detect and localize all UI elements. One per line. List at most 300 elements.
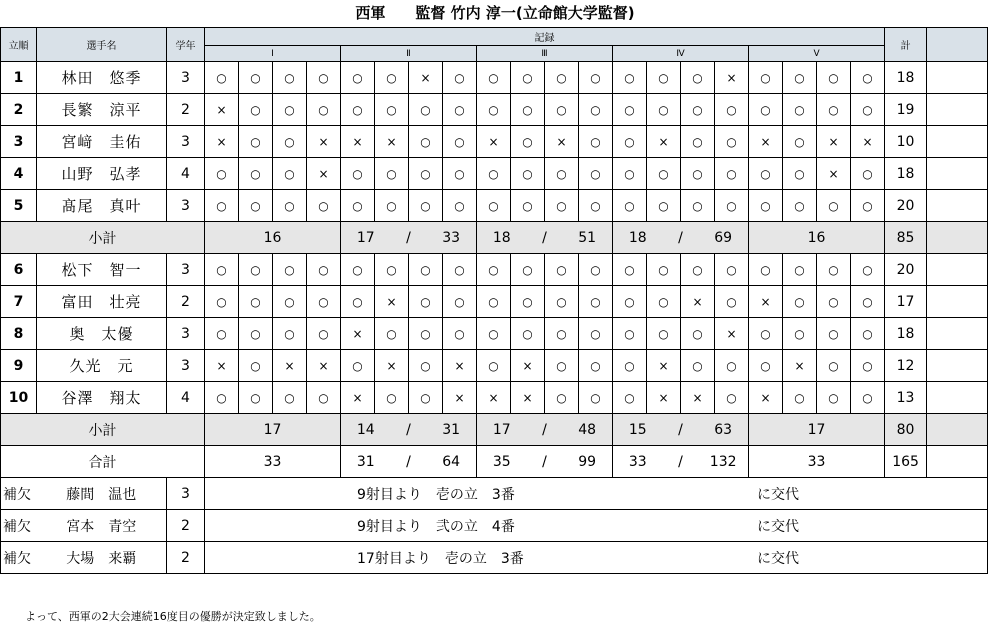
shot-mark: ○ bbox=[613, 318, 647, 350]
player-order: 3 bbox=[1, 126, 37, 158]
slash-separator: / bbox=[406, 453, 411, 470]
round1-score: 17 bbox=[205, 414, 341, 446]
shot-mark: ○ bbox=[205, 254, 239, 286]
shot-mark: × bbox=[511, 382, 545, 414]
shot-mark: ○ bbox=[851, 382, 885, 414]
grand-total-row bbox=[1, 446, 988, 478]
shot-mark: ○ bbox=[239, 350, 273, 382]
cumulative-pair bbox=[613, 422, 748, 438]
shot-mark: ○ bbox=[477, 350, 511, 382]
shot-mark: ○ bbox=[239, 254, 273, 286]
round-cumulative bbox=[613, 414, 749, 446]
shot-mark: ○ bbox=[443, 190, 477, 222]
round1-score: 33 bbox=[205, 446, 341, 478]
shot-mark: × bbox=[817, 158, 851, 190]
round-score: 33 bbox=[628, 453, 647, 470]
player-total: 17 bbox=[885, 286, 927, 318]
shot-mark: ○ bbox=[647, 190, 681, 222]
shot-mark: × bbox=[205, 126, 239, 158]
round-score: 15 bbox=[628, 421, 647, 438]
shot-mark: ○ bbox=[239, 126, 273, 158]
shot-mark: ○ bbox=[681, 62, 715, 94]
slash-separator: / bbox=[542, 453, 547, 470]
shot-mark: ○ bbox=[749, 190, 783, 222]
shot-mark: ○ bbox=[409, 350, 443, 382]
slash-separator: / bbox=[542, 421, 547, 438]
shot-mark: ○ bbox=[477, 318, 511, 350]
header-round: Ⅴ bbox=[749, 46, 885, 62]
shot-mark: ○ bbox=[817, 190, 851, 222]
shot-mark: ○ bbox=[307, 62, 341, 94]
shot-mark: × bbox=[647, 350, 681, 382]
shot-mark: ○ bbox=[239, 382, 273, 414]
substitution-detail bbox=[205, 542, 988, 574]
shot-mark: ○ bbox=[851, 158, 885, 190]
shot-mark: ○ bbox=[239, 62, 273, 94]
player-name: 奥 太優 bbox=[37, 318, 167, 350]
shot-mark: ○ bbox=[851, 254, 885, 286]
player-row bbox=[1, 254, 988, 286]
shot-mark: ○ bbox=[375, 94, 409, 126]
shot-mark: ○ bbox=[681, 190, 715, 222]
shot-mark: × bbox=[715, 318, 749, 350]
shot-mark: ○ bbox=[341, 254, 375, 286]
row-blank bbox=[927, 94, 988, 126]
player-grade: 3 bbox=[167, 318, 205, 350]
shot-mark: ○ bbox=[511, 126, 545, 158]
shot-mark: ○ bbox=[715, 286, 749, 318]
running-total: 99 bbox=[578, 453, 597, 470]
player-order: 2 bbox=[1, 94, 37, 126]
shot-mark: ○ bbox=[409, 286, 443, 318]
shot-mark: ○ bbox=[579, 318, 613, 350]
shot-mark: ○ bbox=[341, 350, 375, 382]
shot-mark: ○ bbox=[851, 94, 885, 126]
shot-mark: ○ bbox=[341, 94, 375, 126]
shot-mark: ○ bbox=[851, 62, 885, 94]
shot-mark: ○ bbox=[851, 190, 885, 222]
cumulative-pair bbox=[613, 454, 748, 470]
player-total: 20 bbox=[885, 190, 927, 222]
player-order: 1 bbox=[1, 62, 37, 94]
player-name: 久光 元 bbox=[37, 350, 167, 382]
round-cumulative bbox=[341, 414, 477, 446]
shot-mark: × bbox=[307, 350, 341, 382]
shot-mark: ○ bbox=[817, 62, 851, 94]
shot-mark: ○ bbox=[511, 254, 545, 286]
shot-mark: ○ bbox=[205, 286, 239, 318]
shot-mark: × bbox=[851, 126, 885, 158]
shot-mark: ○ bbox=[443, 286, 477, 318]
subtotal-row bbox=[1, 414, 988, 446]
shot-mark: ○ bbox=[477, 286, 511, 318]
player-row bbox=[1, 382, 988, 414]
shot-mark: ○ bbox=[477, 158, 511, 190]
shot-mark: ○ bbox=[613, 254, 647, 286]
shot-mark: ○ bbox=[511, 190, 545, 222]
shot-mark: ○ bbox=[817, 382, 851, 414]
shot-mark: ○ bbox=[375, 254, 409, 286]
shot-mark: ○ bbox=[817, 318, 851, 350]
shot-mark: ○ bbox=[681, 350, 715, 382]
slash-separator: / bbox=[542, 229, 547, 246]
sum-total: 165 bbox=[885, 446, 927, 478]
reserve-label: 補欠 bbox=[1, 510, 37, 542]
shot-mark: ○ bbox=[443, 254, 477, 286]
round5-score: 17 bbox=[749, 414, 885, 446]
shot-mark: ○ bbox=[545, 318, 579, 350]
reserve-grade: 2 bbox=[167, 510, 205, 542]
shot-mark: ○ bbox=[511, 286, 545, 318]
shot-mark: × bbox=[375, 126, 409, 158]
shot-mark: ○ bbox=[579, 254, 613, 286]
cumulative-pair bbox=[613, 230, 748, 246]
shot-mark: × bbox=[477, 126, 511, 158]
shot-mark: ○ bbox=[341, 158, 375, 190]
shot-mark: ○ bbox=[579, 286, 613, 318]
row-blank bbox=[927, 62, 988, 94]
header-pos: 立順 bbox=[1, 28, 37, 62]
reserve-name: 藤間 温也 bbox=[37, 478, 167, 510]
shot-mark: ○ bbox=[443, 158, 477, 190]
shot-mark: ○ bbox=[715, 382, 749, 414]
reserve-label: 補欠 bbox=[1, 478, 37, 510]
cumulative-pair bbox=[477, 230, 612, 246]
shot-mark: ○ bbox=[375, 62, 409, 94]
shot-mark: ○ bbox=[307, 318, 341, 350]
round1-score: 16 bbox=[205, 222, 341, 254]
shot-mark: ○ bbox=[307, 382, 341, 414]
running-total: 132 bbox=[709, 453, 737, 470]
row-blank bbox=[927, 446, 988, 478]
round-score: 35 bbox=[492, 453, 511, 470]
player-grade: 4 bbox=[167, 158, 205, 190]
cumulative-pair bbox=[341, 230, 476, 246]
shot-mark: ○ bbox=[783, 190, 817, 222]
shot-mark: ○ bbox=[579, 94, 613, 126]
cumulative-pair bbox=[477, 422, 612, 438]
shot-mark: ○ bbox=[783, 62, 817, 94]
header-record: 記録 bbox=[205, 28, 885, 46]
shot-mark: ○ bbox=[647, 62, 681, 94]
shot-mark: ○ bbox=[239, 286, 273, 318]
player-name: 宮﨑 圭佑 bbox=[37, 126, 167, 158]
round-score: 18 bbox=[492, 229, 511, 246]
cumulative-pair bbox=[341, 422, 476, 438]
player-row bbox=[1, 158, 988, 190]
reserve-grade: 3 bbox=[167, 478, 205, 510]
shot-mark: ○ bbox=[613, 190, 647, 222]
player-grade: 2 bbox=[167, 286, 205, 318]
running-total: 33 bbox=[442, 229, 461, 246]
player-row bbox=[1, 318, 988, 350]
shot-mark: ○ bbox=[579, 190, 613, 222]
reserve-label: 補欠 bbox=[1, 542, 37, 574]
round-cumulative bbox=[477, 446, 613, 478]
row-blank bbox=[927, 382, 988, 414]
round-score: 17 bbox=[356, 229, 375, 246]
round-cumulative bbox=[477, 414, 613, 446]
slash-separator: / bbox=[406, 229, 411, 246]
shot-mark: ○ bbox=[715, 350, 749, 382]
shot-mark: ○ bbox=[545, 94, 579, 126]
player-order: 7 bbox=[1, 286, 37, 318]
shot-mark: ○ bbox=[273, 126, 307, 158]
shot-mark: × bbox=[715, 62, 749, 94]
shot-mark: ○ bbox=[409, 190, 443, 222]
shot-mark: ○ bbox=[613, 286, 647, 318]
shot-mark: ○ bbox=[579, 382, 613, 414]
shot-mark: × bbox=[783, 350, 817, 382]
substitution-result: に交代 bbox=[757, 550, 799, 567]
player-name: 髙尾 真叶 bbox=[37, 190, 167, 222]
round-score: 17 bbox=[492, 421, 511, 438]
shot-mark: × bbox=[749, 382, 783, 414]
shot-mark: ○ bbox=[545, 190, 579, 222]
round-cumulative bbox=[477, 222, 613, 254]
sum-label: 小計 bbox=[1, 414, 205, 446]
player-name: 林田 悠季 bbox=[37, 62, 167, 94]
shot-mark: ○ bbox=[477, 94, 511, 126]
header-blank bbox=[927, 28, 988, 62]
header-grade: 学年 bbox=[167, 28, 205, 62]
row-blank bbox=[927, 222, 988, 254]
shot-mark: ○ bbox=[579, 62, 613, 94]
slash-separator: / bbox=[678, 421, 683, 438]
shot-mark: ○ bbox=[273, 94, 307, 126]
shot-mark: ○ bbox=[511, 62, 545, 94]
shot-mark: ○ bbox=[409, 318, 443, 350]
running-total: 64 bbox=[442, 453, 461, 470]
shot-mark: × bbox=[647, 382, 681, 414]
shot-mark: ○ bbox=[205, 318, 239, 350]
header-round: Ⅰ bbox=[205, 46, 341, 62]
round-score: 14 bbox=[356, 421, 375, 438]
shot-mark: ○ bbox=[477, 62, 511, 94]
round-cumulative bbox=[341, 446, 477, 478]
shot-mark: ○ bbox=[375, 190, 409, 222]
player-row bbox=[1, 190, 988, 222]
shot-mark: ○ bbox=[477, 254, 511, 286]
shot-mark: ○ bbox=[817, 350, 851, 382]
player-order: 9 bbox=[1, 350, 37, 382]
shot-mark: ○ bbox=[341, 62, 375, 94]
player-name: 松下 智一 bbox=[37, 254, 167, 286]
shot-mark: × bbox=[375, 350, 409, 382]
shot-mark: ○ bbox=[647, 286, 681, 318]
substitution-note: 9射目より 弐の立 4番 bbox=[357, 518, 515, 535]
shot-mark: × bbox=[341, 382, 375, 414]
shot-mark: × bbox=[341, 318, 375, 350]
round-cumulative bbox=[613, 446, 749, 478]
shot-mark: ○ bbox=[545, 62, 579, 94]
shot-mark: × bbox=[477, 382, 511, 414]
slash-separator: / bbox=[678, 229, 683, 246]
round-cumulative bbox=[613, 222, 749, 254]
player-row bbox=[1, 286, 988, 318]
shot-mark: ○ bbox=[375, 158, 409, 190]
shot-mark: × bbox=[749, 286, 783, 318]
shot-mark: ○ bbox=[443, 62, 477, 94]
header-total: 計 bbox=[885, 28, 927, 62]
shot-mark: ○ bbox=[851, 350, 885, 382]
player-order: 10 bbox=[1, 382, 37, 414]
player-total: 12 bbox=[885, 350, 927, 382]
player-grade: 3 bbox=[167, 254, 205, 286]
player-total: 18 bbox=[885, 318, 927, 350]
shot-mark: ○ bbox=[715, 94, 749, 126]
cumulative-pair bbox=[341, 454, 476, 470]
substitution-note: 9射目より 壱の立 3番 bbox=[357, 486, 515, 503]
shot-mark: ○ bbox=[851, 318, 885, 350]
player-order: 8 bbox=[1, 318, 37, 350]
player-row bbox=[1, 62, 988, 94]
shot-mark: ○ bbox=[273, 286, 307, 318]
shot-mark: × bbox=[341, 126, 375, 158]
player-row bbox=[1, 350, 988, 382]
substitution-result: に交代 bbox=[757, 518, 799, 535]
player-grade: 3 bbox=[167, 350, 205, 382]
shot-mark: ○ bbox=[409, 254, 443, 286]
shot-mark: × bbox=[545, 126, 579, 158]
shot-mark: ○ bbox=[307, 190, 341, 222]
header-round: Ⅱ bbox=[341, 46, 477, 62]
shot-mark: × bbox=[681, 382, 715, 414]
shot-mark: ○ bbox=[409, 382, 443, 414]
sum-total: 85 bbox=[885, 222, 927, 254]
shot-mark: × bbox=[749, 126, 783, 158]
player-total: 10 bbox=[885, 126, 927, 158]
shot-mark: ○ bbox=[341, 286, 375, 318]
shot-mark: ○ bbox=[613, 382, 647, 414]
row-blank bbox=[927, 158, 988, 190]
shot-mark: ○ bbox=[749, 350, 783, 382]
sum-label: 合計 bbox=[1, 446, 205, 478]
shot-mark: × bbox=[205, 94, 239, 126]
slash-separator: / bbox=[678, 453, 683, 470]
shot-mark: ○ bbox=[239, 190, 273, 222]
row-blank bbox=[927, 190, 988, 222]
shot-mark: × bbox=[443, 382, 477, 414]
reserve-row bbox=[1, 478, 988, 510]
shot-mark: ○ bbox=[647, 254, 681, 286]
row-blank bbox=[927, 254, 988, 286]
shot-mark: × bbox=[409, 62, 443, 94]
shot-mark: ○ bbox=[273, 190, 307, 222]
shot-mark: ○ bbox=[647, 158, 681, 190]
shot-mark: ○ bbox=[749, 318, 783, 350]
row-blank bbox=[927, 318, 988, 350]
player-total: 19 bbox=[885, 94, 927, 126]
running-total: 31 bbox=[442, 421, 461, 438]
shot-mark: × bbox=[375, 286, 409, 318]
running-total: 63 bbox=[714, 421, 733, 438]
player-row bbox=[1, 126, 988, 158]
shot-mark: × bbox=[443, 350, 477, 382]
shot-mark: ○ bbox=[273, 382, 307, 414]
player-row bbox=[1, 94, 988, 126]
player-name: 谷澤 翔太 bbox=[37, 382, 167, 414]
shot-mark: ○ bbox=[851, 286, 885, 318]
shot-mark: ○ bbox=[715, 190, 749, 222]
shot-mark: ○ bbox=[783, 254, 817, 286]
shot-mark: ○ bbox=[205, 190, 239, 222]
shot-mark: ○ bbox=[205, 62, 239, 94]
shot-mark: ○ bbox=[681, 318, 715, 350]
shot-mark: ○ bbox=[239, 158, 273, 190]
shot-mark: ○ bbox=[511, 318, 545, 350]
shot-mark: × bbox=[307, 158, 341, 190]
shot-mark: ○ bbox=[783, 94, 817, 126]
row-blank bbox=[927, 414, 988, 446]
shot-mark: ○ bbox=[749, 158, 783, 190]
shot-mark: ○ bbox=[545, 286, 579, 318]
shot-mark: ○ bbox=[647, 94, 681, 126]
player-total: 20 bbox=[885, 254, 927, 286]
page-title: 西軍 監督 竹内 淳一(立命館大学監督) bbox=[355, 4, 635, 22]
header-row bbox=[1, 28, 988, 46]
substitution-result: に交代 bbox=[757, 486, 799, 503]
shot-mark: ○ bbox=[511, 158, 545, 190]
shot-mark: ○ bbox=[239, 318, 273, 350]
header-round: Ⅲ bbox=[477, 46, 613, 62]
shot-mark: ○ bbox=[443, 318, 477, 350]
row-blank bbox=[927, 350, 988, 382]
shot-mark: ○ bbox=[783, 286, 817, 318]
shot-mark: ○ bbox=[307, 94, 341, 126]
shot-mark: ○ bbox=[749, 62, 783, 94]
shot-mark: ○ bbox=[715, 126, 749, 158]
header-name: 選手名 bbox=[37, 28, 167, 62]
player-name: 富田 壮亮 bbox=[37, 286, 167, 318]
player-total: 18 bbox=[885, 62, 927, 94]
shot-mark: ○ bbox=[443, 126, 477, 158]
player-name: 山野 弘孝 bbox=[37, 158, 167, 190]
shot-mark: ○ bbox=[681, 158, 715, 190]
round-cumulative bbox=[341, 222, 477, 254]
reserve-row bbox=[1, 510, 988, 542]
shot-mark: ○ bbox=[375, 318, 409, 350]
shot-mark: ○ bbox=[443, 94, 477, 126]
shot-mark: ○ bbox=[273, 62, 307, 94]
shot-mark: ○ bbox=[273, 318, 307, 350]
running-total: 48 bbox=[578, 421, 597, 438]
shot-mark: ○ bbox=[783, 126, 817, 158]
player-order: 4 bbox=[1, 158, 37, 190]
shot-mark: ○ bbox=[749, 94, 783, 126]
substitution-note: 17射目より 壱の立 3番 bbox=[357, 550, 524, 567]
shot-mark: ○ bbox=[545, 254, 579, 286]
shot-mark: ○ bbox=[817, 286, 851, 318]
shot-mark: ○ bbox=[783, 158, 817, 190]
running-total: 51 bbox=[578, 229, 597, 246]
shot-mark: ○ bbox=[477, 190, 511, 222]
shot-mark: × bbox=[681, 286, 715, 318]
shot-mark: ○ bbox=[613, 94, 647, 126]
shot-mark: ○ bbox=[681, 126, 715, 158]
shot-mark: ○ bbox=[613, 350, 647, 382]
shot-mark: ○ bbox=[681, 94, 715, 126]
player-grade: 3 bbox=[167, 190, 205, 222]
shot-mark: ○ bbox=[579, 350, 613, 382]
row-blank bbox=[927, 126, 988, 158]
shot-mark: ○ bbox=[613, 126, 647, 158]
shot-mark: ○ bbox=[715, 254, 749, 286]
shot-mark: ○ bbox=[273, 158, 307, 190]
shot-mark: × bbox=[647, 126, 681, 158]
shot-mark: × bbox=[307, 126, 341, 158]
shot-mark: × bbox=[205, 350, 239, 382]
